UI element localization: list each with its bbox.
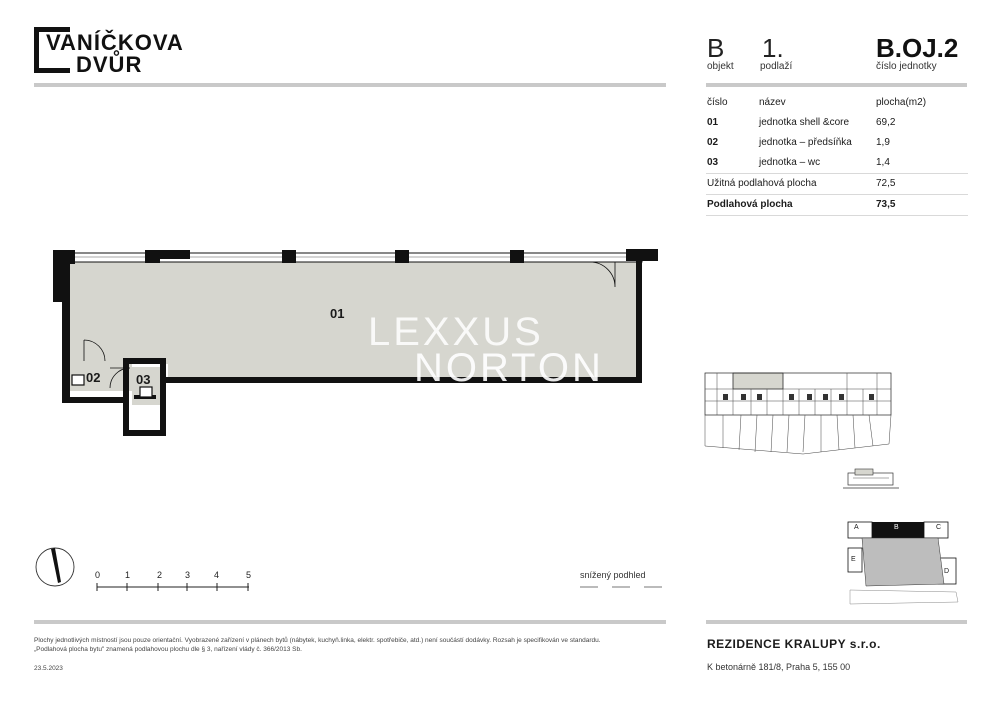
scale-tick-label: 4 — [214, 570, 220, 580]
jednotka-value: B.OJ.2 — [876, 33, 959, 63]
table-row — [706, 153, 968, 174]
table-cell: 69,2 — [876, 117, 896, 128]
uzitna-label: Užitná podlahová plocha — [707, 178, 817, 189]
wall-wc — [160, 358, 166, 436]
room-03-label: 03 — [136, 372, 151, 387]
keyplan-label-d: D — [944, 568, 950, 575]
podlahova-label: Podlahová plocha — [707, 199, 793, 210]
wall-wc — [123, 358, 166, 364]
room-02-label: 02 — [86, 370, 101, 385]
jednotka-label: číslo jednotky — [876, 61, 937, 72]
podlazi-value: 1. — [762, 33, 784, 63]
table-header: plocha(m2) — [876, 97, 927, 108]
wall-wc — [123, 430, 166, 436]
pillar — [282, 250, 296, 263]
toilet-icon — [140, 387, 152, 397]
keyplan-label-b: B — [894, 524, 899, 531]
header-rule-right — [706, 83, 967, 87]
footer-rule-right — [706, 620, 967, 624]
area-table — [706, 93, 968, 216]
scale-tick-label: 2 — [157, 570, 163, 580]
table-row — [706, 133, 968, 153]
table-header: název — [759, 97, 786, 108]
room-01-label: 01 — [330, 306, 345, 321]
pillar — [145, 250, 160, 263]
table-cell: 03 — [707, 157, 719, 168]
watermark-line2: NORTON — [414, 346, 604, 390]
footer-note-line1: Plochy jednotlivých místností jsou pouze orientační. Vyobrazené zařízení v plánech bytů (nábytek, kuchyň.linka, elektr. spotřebiče, atd.) není součástí dodávky. Rozsah je specifikován ve standardu. — [34, 637, 601, 644]
pillar — [395, 250, 409, 263]
logo-text-line1: VANÍČKOVA — [46, 30, 184, 55]
table-row-podlahova — [706, 195, 968, 216]
table-cell: 1,9 — [876, 137, 890, 148]
table-cell: jednotka shell &core — [759, 117, 850, 128]
building-overview-sketch — [703, 368, 903, 498]
table-cell: 1,4 — [876, 157, 890, 168]
keyplan-label-e: E — [851, 556, 856, 563]
footer-date: 23.5.2023 — [34, 665, 63, 672]
north-arrow-icon — [34, 546, 76, 588]
pillar — [510, 250, 524, 263]
table-row — [706, 113, 968, 133]
podlazi-label: podlaží — [760, 61, 793, 72]
table-cell: jednotka – wc — [759, 157, 821, 168]
keyplan-label-a: A — [854, 524, 859, 531]
logo-text-line2: DVŮR — [76, 52, 143, 77]
wall-vestibule — [62, 397, 129, 403]
objekt-value: B — [707, 33, 725, 63]
scale-bar — [95, 583, 255, 591]
company-address: K betonárně 181/8, Praha 5, 155 00 — [707, 662, 851, 672]
scale-tick-label: 5 — [246, 570, 252, 580]
scale-tick-label: 1 — [125, 570, 131, 580]
wall-left-stub — [53, 264, 65, 302]
table-cell: jednotka – předsíňka — [759, 137, 852, 148]
scale-tick-label: 3 — [185, 570, 191, 580]
table-row-uzitna — [706, 174, 968, 195]
header-rule-left — [34, 83, 666, 87]
key-plan — [846, 520, 964, 606]
table-header-row — [706, 93, 968, 113]
table-cell: 01 — [707, 117, 719, 128]
scale-tick-label: 0 — [95, 570, 101, 580]
podlahova-value: 73,5 — [876, 199, 896, 210]
keyplan-label-c: C — [936, 524, 942, 531]
sink-icon — [72, 375, 84, 385]
legend-dash-line — [580, 585, 664, 589]
footer-note-line2: „Podlahová plocha bytu" znamená podlahovou plochu dle § 3, nařízení vlády č. 366/2013 Sb. — [34, 646, 302, 653]
wall-right — [636, 259, 642, 383]
floor-plan — [48, 245, 668, 440]
uzitna-value: 72,5 — [876, 178, 896, 189]
table-header: číslo — [707, 97, 728, 108]
legend-snizeny-podhled: snížený podhled — [580, 570, 646, 580]
objekt-label: objekt — [707, 61, 734, 72]
table-cell: 02 — [707, 137, 719, 148]
company-name: REZIDENCE KRALUPY s.r.o. — [707, 637, 881, 651]
pillar — [160, 250, 190, 259]
watermark-line1: LEXXUS — [368, 310, 544, 354]
footer-rule-left — [34, 620, 666, 624]
